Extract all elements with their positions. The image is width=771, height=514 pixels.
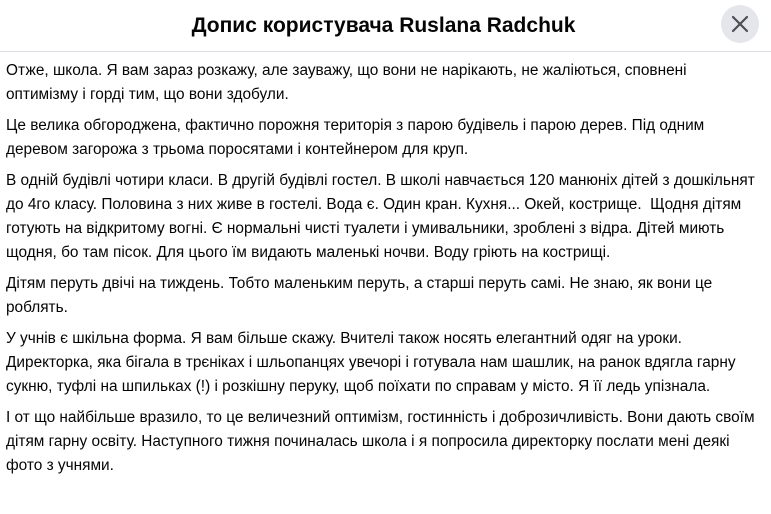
post-paragraph-1: Отже, школа. Я вам зараз розкажу, але зауважу, що вони не нарікають, не жаліються, сповнені оптимізму і горді тим, що вони здобули. [6,62,691,103]
close-icon [730,14,750,34]
post-paragraph-2: Це велика обгороджена, фактично порожня територія з парою будівель і парою дерев. Під одним деревом загорожа з трьома поросятами і контейнером для круп. [6,117,709,158]
close-button[interactable] [721,5,759,43]
post-paragraph-3: В одній будівлі чотири класи. В другій будівлі гостел. В школі навчається 120 манюніх дітей з дошкільнят до 4го класу. Половина з них живе в гостелі. Вода є. Один кран. Кухня... Окей, кострище. Щодня дітям готують на відкритому вогні. Є нормальні чисті туалети і умивальники, зроблені з відра. Дітей миють щодня, бо там пісок. Для цього їм видають маленькі ночви. Воду гріють на кострищі. [6,172,760,261]
dialog-header [0,0,771,52]
post-paragraph-6: І от що найбільше вразило, то це величезний оптимізм, гостинність і доброзичливість. Вони дають своїм дітям гарну освіту. Наступного тижня починалась школа і я попросила директорку послати мені деякі фото з учнями. [6,409,759,474]
post-text [6,59,758,485]
post-paragraph-5: У учнів є шкільна форма. Я вам більше скажу. Вчителі також носять елегантний одяг на уроки. Директорка, яка бігала в трєніках і шльопанцях увечорі і готувала нам шашлик, на ранок вдягла гарну сукню, туфлі на шпильках (!) і розкішну перуку, щоб поїхати по справам у місто. Я її ледь упізнала. [6,330,740,395]
post-paragraph-4: Дітям перуть двічі на тиждень. Тобто маленьким перуть, а старші перуть самі. Не знаю, як вони це роблять. [6,275,717,316]
dialog-title: Допис користувача Ruslana Radchuk [191,13,576,37]
